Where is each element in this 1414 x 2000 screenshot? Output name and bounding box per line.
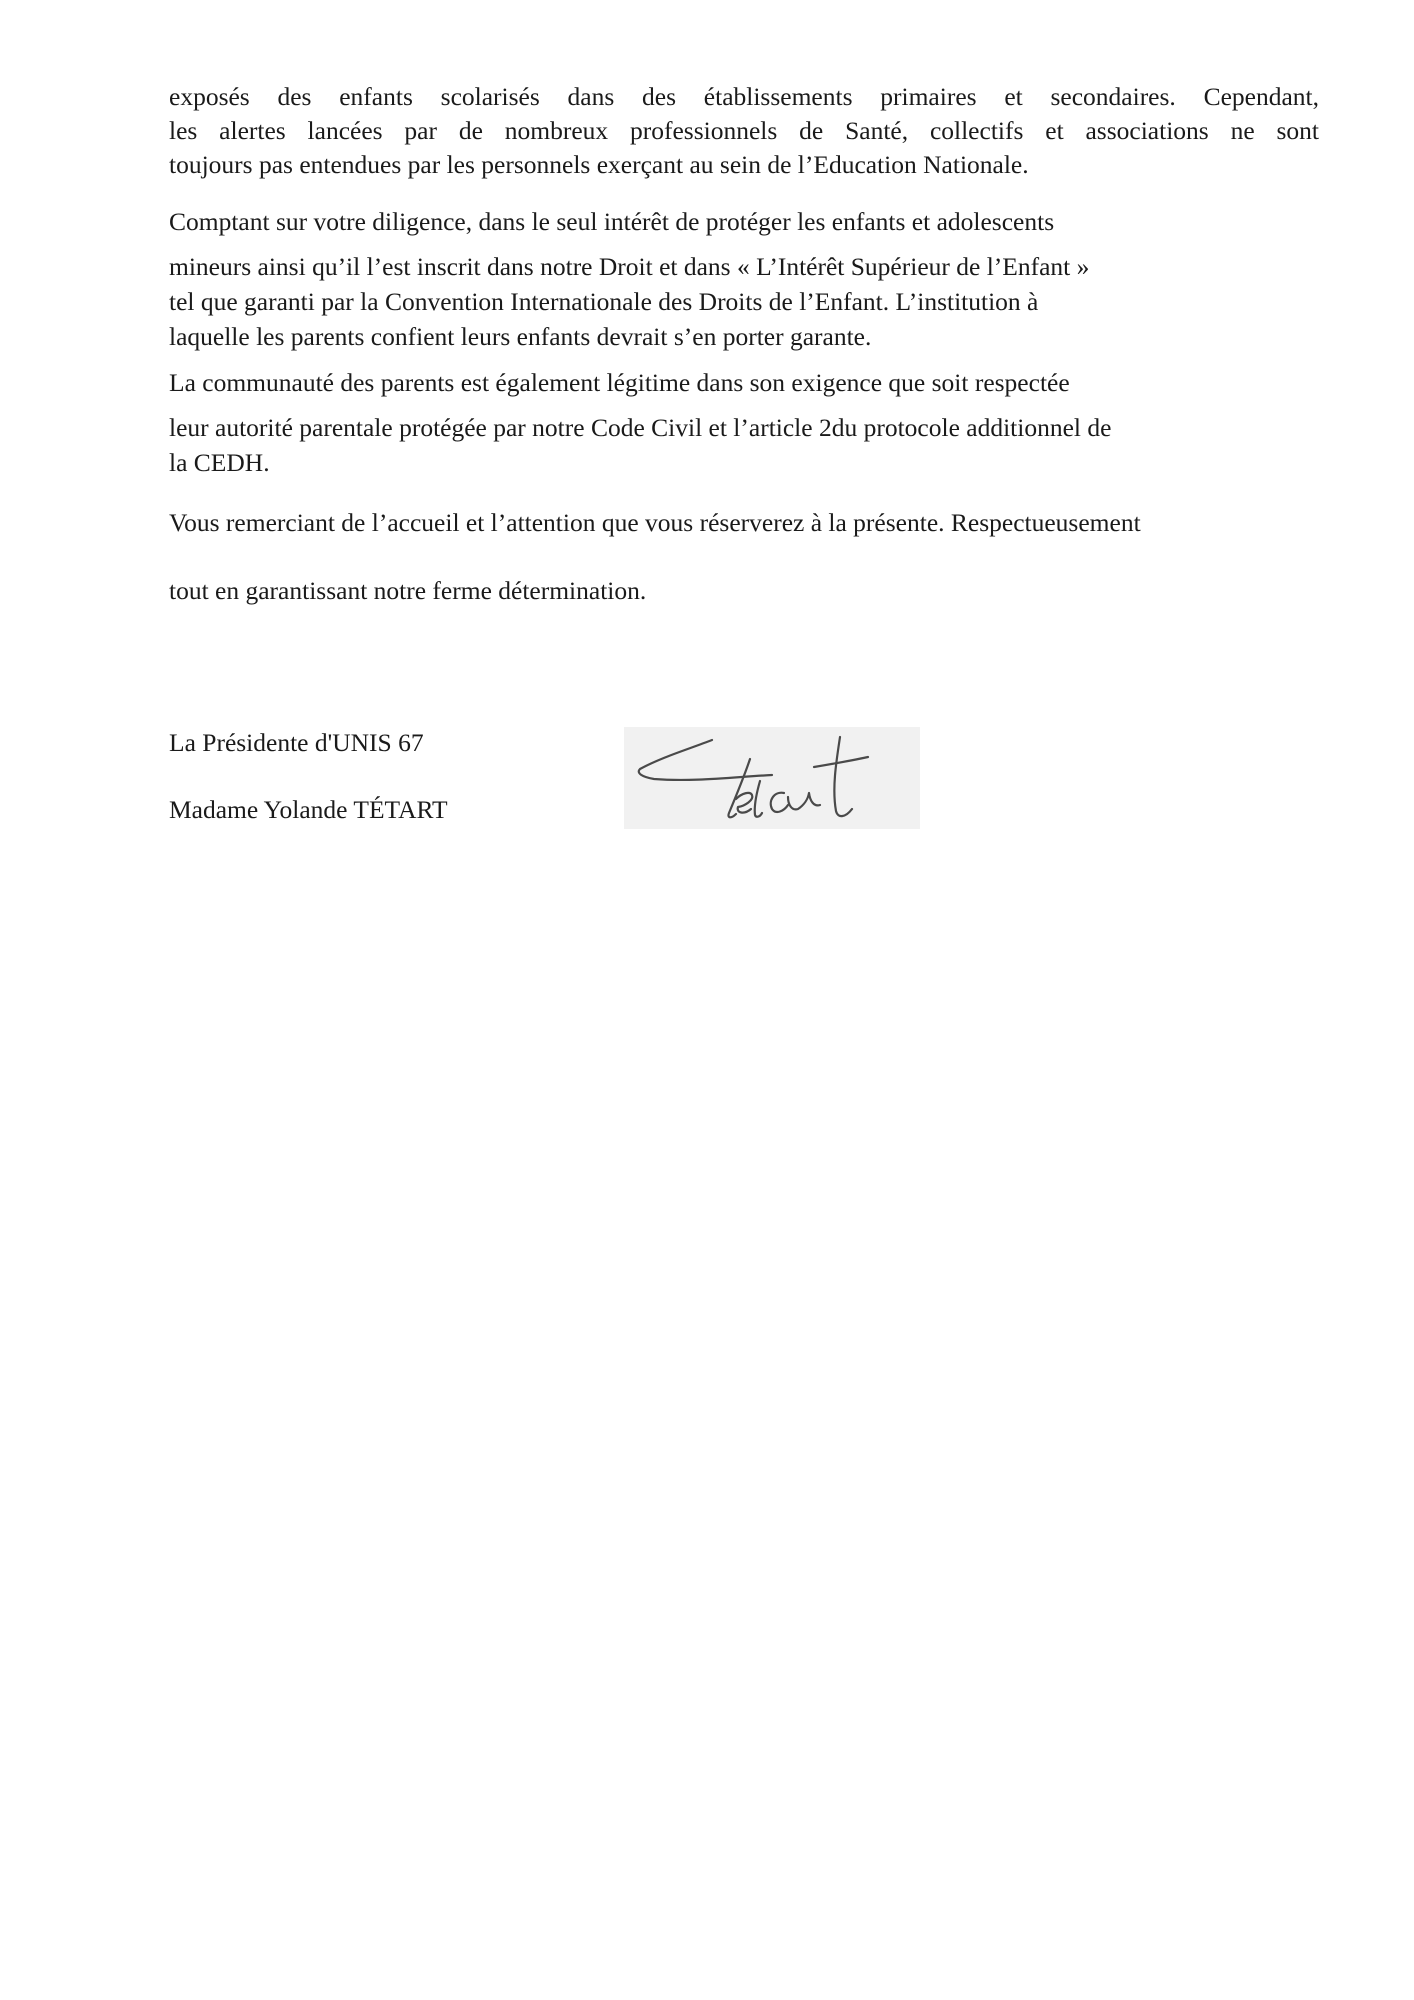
- paragraph-3-line-3: la CEDH.: [169, 448, 270, 477]
- paragraph-4-line-2: tout en garantissant notre ferme détermination.: [169, 576, 647, 605]
- paragraph-1-line-2: les alertes lancées par de nombreux professionnels de Santé, collectifs et associations ne sont: [169, 116, 1319, 145]
- paragraph-2-line-3: tel que garanti par la Convention Internationale des Droits de l’Enfant. L’institution à: [169, 287, 1039, 316]
- paragraph-2-line-2: mineurs ainsi qu’il l’est inscrit dans notre Droit et dans « L’Intérêt Supérieur de l’Enfant »: [169, 252, 1090, 281]
- paragraph-3-line-2: leur autorité parentale protégée par notre Code Civil et l’article 2du protocole additionnel de: [169, 413, 1112, 442]
- handwritten-signature: [624, 727, 920, 829]
- paragraph-2-line-1: Comptant sur votre diligence, dans le seul intérêt de protéger les enfants et adolescents: [169, 207, 1055, 236]
- signatory-name: Madame Yolande TÉTART: [169, 795, 448, 824]
- signatory-role: La Présidente d'UNIS 67: [169, 728, 424, 757]
- paragraph-1-line-1: exposés des enfants scolarisés dans des établissements primaires et secondaires. Cependant,: [169, 82, 1319, 111]
- paragraph-2-line-4: laquelle les parents confient leurs enfants devrait s’en porter garante.: [169, 322, 872, 351]
- paragraph-4-line-1: Vous remerciant de l’accueil et l’attention que vous réserverez à la présente. Respectueusement: [169, 508, 1141, 537]
- signature-scribble-icon: [624, 727, 920, 829]
- paragraph-1-line-3: toujours pas entendues par les personnels exerçant au sein de l’Education Nationale.: [169, 150, 1029, 179]
- paragraph-3-line-1: La communauté des parents est également légitime dans son exigence que soit respectée: [169, 368, 1070, 397]
